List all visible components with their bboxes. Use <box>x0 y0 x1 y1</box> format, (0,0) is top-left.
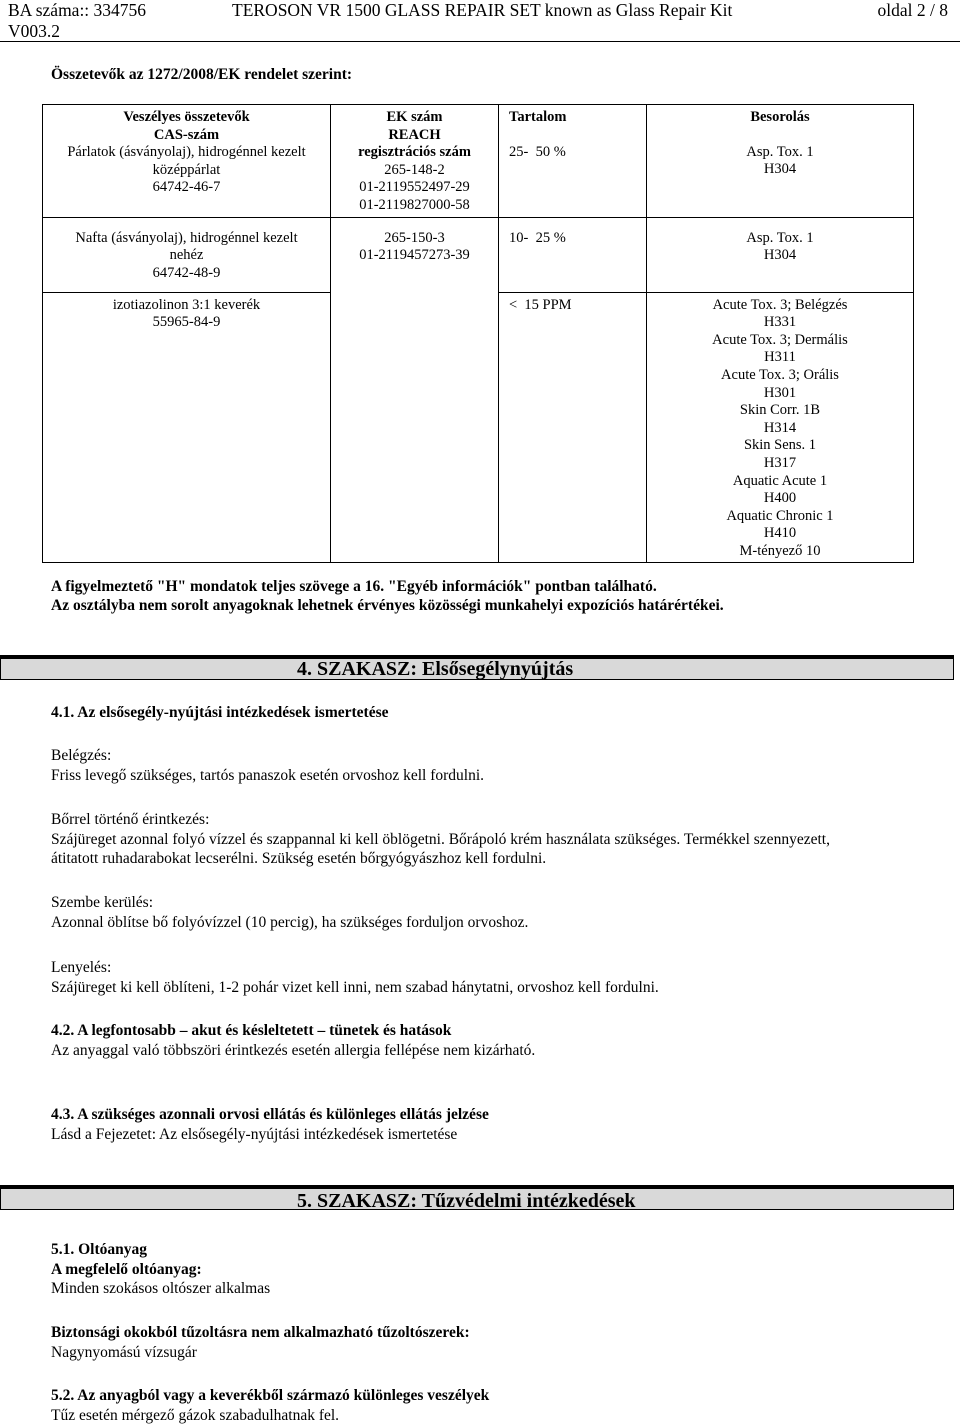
unsuitable-media-text: Nagynyomású vízsugár <box>51 1343 197 1361</box>
classification: H317 <box>763 454 797 471</box>
classification: H301 <box>763 384 797 401</box>
subsection-5-2 <box>51 1386 951 1425</box>
skin-contact-text: Szájüreget azonnal folyó vízzel és szappannal ki kell öblögetni. Bőrápoló krém használata szükséges. Termékkel szennyezett, <box>51 830 830 848</box>
column-header: CAS-szám <box>153 126 220 143</box>
table-cell <box>647 292 914 563</box>
subsection-5-2-text: Tűz esetén mérgező gázok szabadulhatnak fel. <box>51 1406 340 1424</box>
classification: Asp. Tox. 1 <box>746 229 814 246</box>
ingredients-table <box>42 104 914 563</box>
cas-number: 64742-48-9 <box>152 264 221 281</box>
classification: H304 <box>763 247 797 264</box>
table-cell <box>331 105 499 218</box>
table-cell <box>499 105 647 218</box>
ingredient-name: középpárlat <box>152 161 221 178</box>
classification: Aquatic Acute 1 <box>732 472 828 489</box>
page-number: oldal 2 / 8 <box>877 0 948 20</box>
content-value: < 15 PPM <box>509 296 572 313</box>
eye-contact-text: Azonnal öblítse bő folyóvízzel (10 percig), ha szükséges forduljon orvoshoz. <box>51 913 529 931</box>
column-header: Veszélyes összetevők <box>123 109 250 125</box>
unsuitable-media-block <box>51 1323 951 1362</box>
table-cell <box>43 217 331 292</box>
eye-contact-label: Szembe kerülés: <box>51 894 154 911</box>
subsection-4-3-text: Lásd a Fejezetet: Az elsősegély-nyújtási intézkedések ismertetése <box>51 1125 458 1143</box>
table-row <box>43 105 914 218</box>
ingredient-name: nehéz <box>169 247 204 264</box>
suitable-media-heading: A megfelelő oltóanyag: <box>51 1260 202 1278</box>
ingestion-text: Szájüreget ki kell öblíteni, 1-2 pohár vizet kell inni, nem szabad hánytatni, orvoshoz kell fordulni. <box>51 978 659 996</box>
inhalation-label: Belégzés: <box>51 747 112 764</box>
header-divider <box>0 41 960 42</box>
page-header <box>0 0 960 42</box>
classification: H331 <box>763 314 797 331</box>
product-title: TEROSON VR 1500 GLASS REPAIR SET known as Glass Repair Kit <box>232 0 733 20</box>
eye-contact-block <box>51 893 951 932</box>
classification: Asp. Tox. 1 <box>746 143 814 160</box>
classification: Skin Corr. 1B <box>739 402 821 419</box>
content-value: 10- 25 % <box>509 229 566 246</box>
subsection-4-3 <box>51 1105 951 1144</box>
ingredient-name: Nafta (ásványolaj), hidrogénnel kezelt <box>75 229 298 246</box>
column-header: REACH <box>388 126 441 143</box>
ingredient-name: Párlatok (ásványolaj), hidrogénnel kezelt <box>67 144 306 161</box>
classification: Skin Sens. 1 <box>743 437 817 454</box>
column-header: EK szám <box>386 109 443 125</box>
composition-notes <box>51 577 931 615</box>
ba-number: BA száma:: 334756 <box>8 0 147 20</box>
subsection-4-2-text: Az anyaggal való többszöri érintkezés esetén allergia fellépése nem kizárható. <box>51 1041 536 1059</box>
cas-number: 55965-84-9 <box>152 314 221 331</box>
table-row <box>43 217 914 292</box>
classification: Acute Tox. 3; Dermális <box>712 331 848 348</box>
skin-contact-label: Bőrrel történő érintkezés: <box>51 811 210 828</box>
table-cell <box>43 105 331 218</box>
subsection-4-2 <box>51 1021 951 1060</box>
classification: H410 <box>763 525 797 542</box>
classification: H304 <box>763 161 797 178</box>
content-value: 25- 50 % <box>509 143 566 160</box>
skin-contact-block <box>51 810 951 869</box>
classification: Acute Tox. 3; Orális <box>721 366 839 383</box>
classification: H314 <box>763 419 797 436</box>
subsection-4-1-heading: 4.1. Az elsősegély-nyújtási intézkedések ismertetése <box>51 704 389 721</box>
reach-number: 01-2119827000-58 <box>359 196 470 213</box>
subsection-5-2-heading: 5.2. Az anyagból vagy a keverékből származó különleges veszélyek <box>51 1387 490 1404</box>
table-cell <box>331 292 499 563</box>
table-cell <box>43 292 331 563</box>
ingestion-label: Lenyelés: <box>51 959 112 976</box>
subsection-5-1-heading: 5.1. Oltóanyag <box>51 1241 148 1258</box>
table-cell <box>647 105 914 218</box>
ec-number: 265-150-3 <box>384 229 445 246</box>
classification: H311 <box>764 349 796 366</box>
column-header: regisztrációs szám <box>358 144 471 161</box>
ingestion-block <box>51 958 951 997</box>
subsection-4-3-heading: 4.3. A szükséges azonnali orvosi ellátás és különleges ellátás jelzése <box>51 1106 489 1123</box>
cas-number: 64742-46-7 <box>152 179 221 196</box>
section-5-title: 5. SZAKASZ: Tűzvédelmi intézkedések <box>297 1190 636 1212</box>
ec-number: 265-148-2 <box>384 161 445 178</box>
table-cell <box>331 217 499 292</box>
classification: H400 <box>763 490 797 507</box>
column-header: Besorolás <box>750 109 810 125</box>
reach-number: 01-2119552497-29 <box>359 179 470 196</box>
subsection-5-1 <box>51 1240 951 1299</box>
document-id <box>8 0 146 42</box>
classification: M-tényező 10 <box>739 542 821 559</box>
classification: Aquatic Chronic 1 <box>726 507 834 524</box>
table-cell <box>499 292 647 563</box>
table-cell <box>499 217 647 292</box>
composition-heading: Összetevők az 1272/2008/EK rendelet szerint: <box>51 66 353 83</box>
table-row <box>43 292 914 563</box>
skin-contact-text: átitatott ruhadarabokat lecserélni. Szükség esetén bőrgyógyászhoz kell fordulni. <box>51 850 547 867</box>
subsection-4-2-heading: 4.2. A legfontosabb – akut és késleltetett – tünetek és hatások <box>51 1022 452 1039</box>
ingredient-name: izotiazolinon 3:1 keverék <box>112 296 261 313</box>
h-statement-note: A figyelmeztető "H" mondatok teljes szövege a 16. "Egyéb információk" pontban található. <box>51 578 657 595</box>
inhalation-block <box>51 746 951 785</box>
version: V003.2 <box>8 21 61 41</box>
classification: Acute Tox. 3; Belégzés <box>712 296 848 313</box>
unsuitable-media-heading: Biztonsági okokból tűzoltásra nem alkalmazható tűzoltószerek: <box>51 1324 470 1341</box>
exposure-note: Az osztályba nem sorolt anyagoknak lehetnek érvényes közösségi munkahelyi expozíciós határértékei. <box>51 597 724 614</box>
table-cell <box>647 217 914 292</box>
reach-number: 01-2119457273-39 <box>359 247 470 264</box>
section-4-title: 4. SZAKASZ: Elsősegélynyújtás <box>297 658 574 680</box>
inhalation-text: Friss levegő szükséges, tartós panaszok esetén orvoshoz kell fordulni. <box>51 766 485 784</box>
column-header: Tartalom <box>509 109 567 125</box>
suitable-media-text: Minden szokásos oltószer alkalmas <box>51 1280 271 1297</box>
